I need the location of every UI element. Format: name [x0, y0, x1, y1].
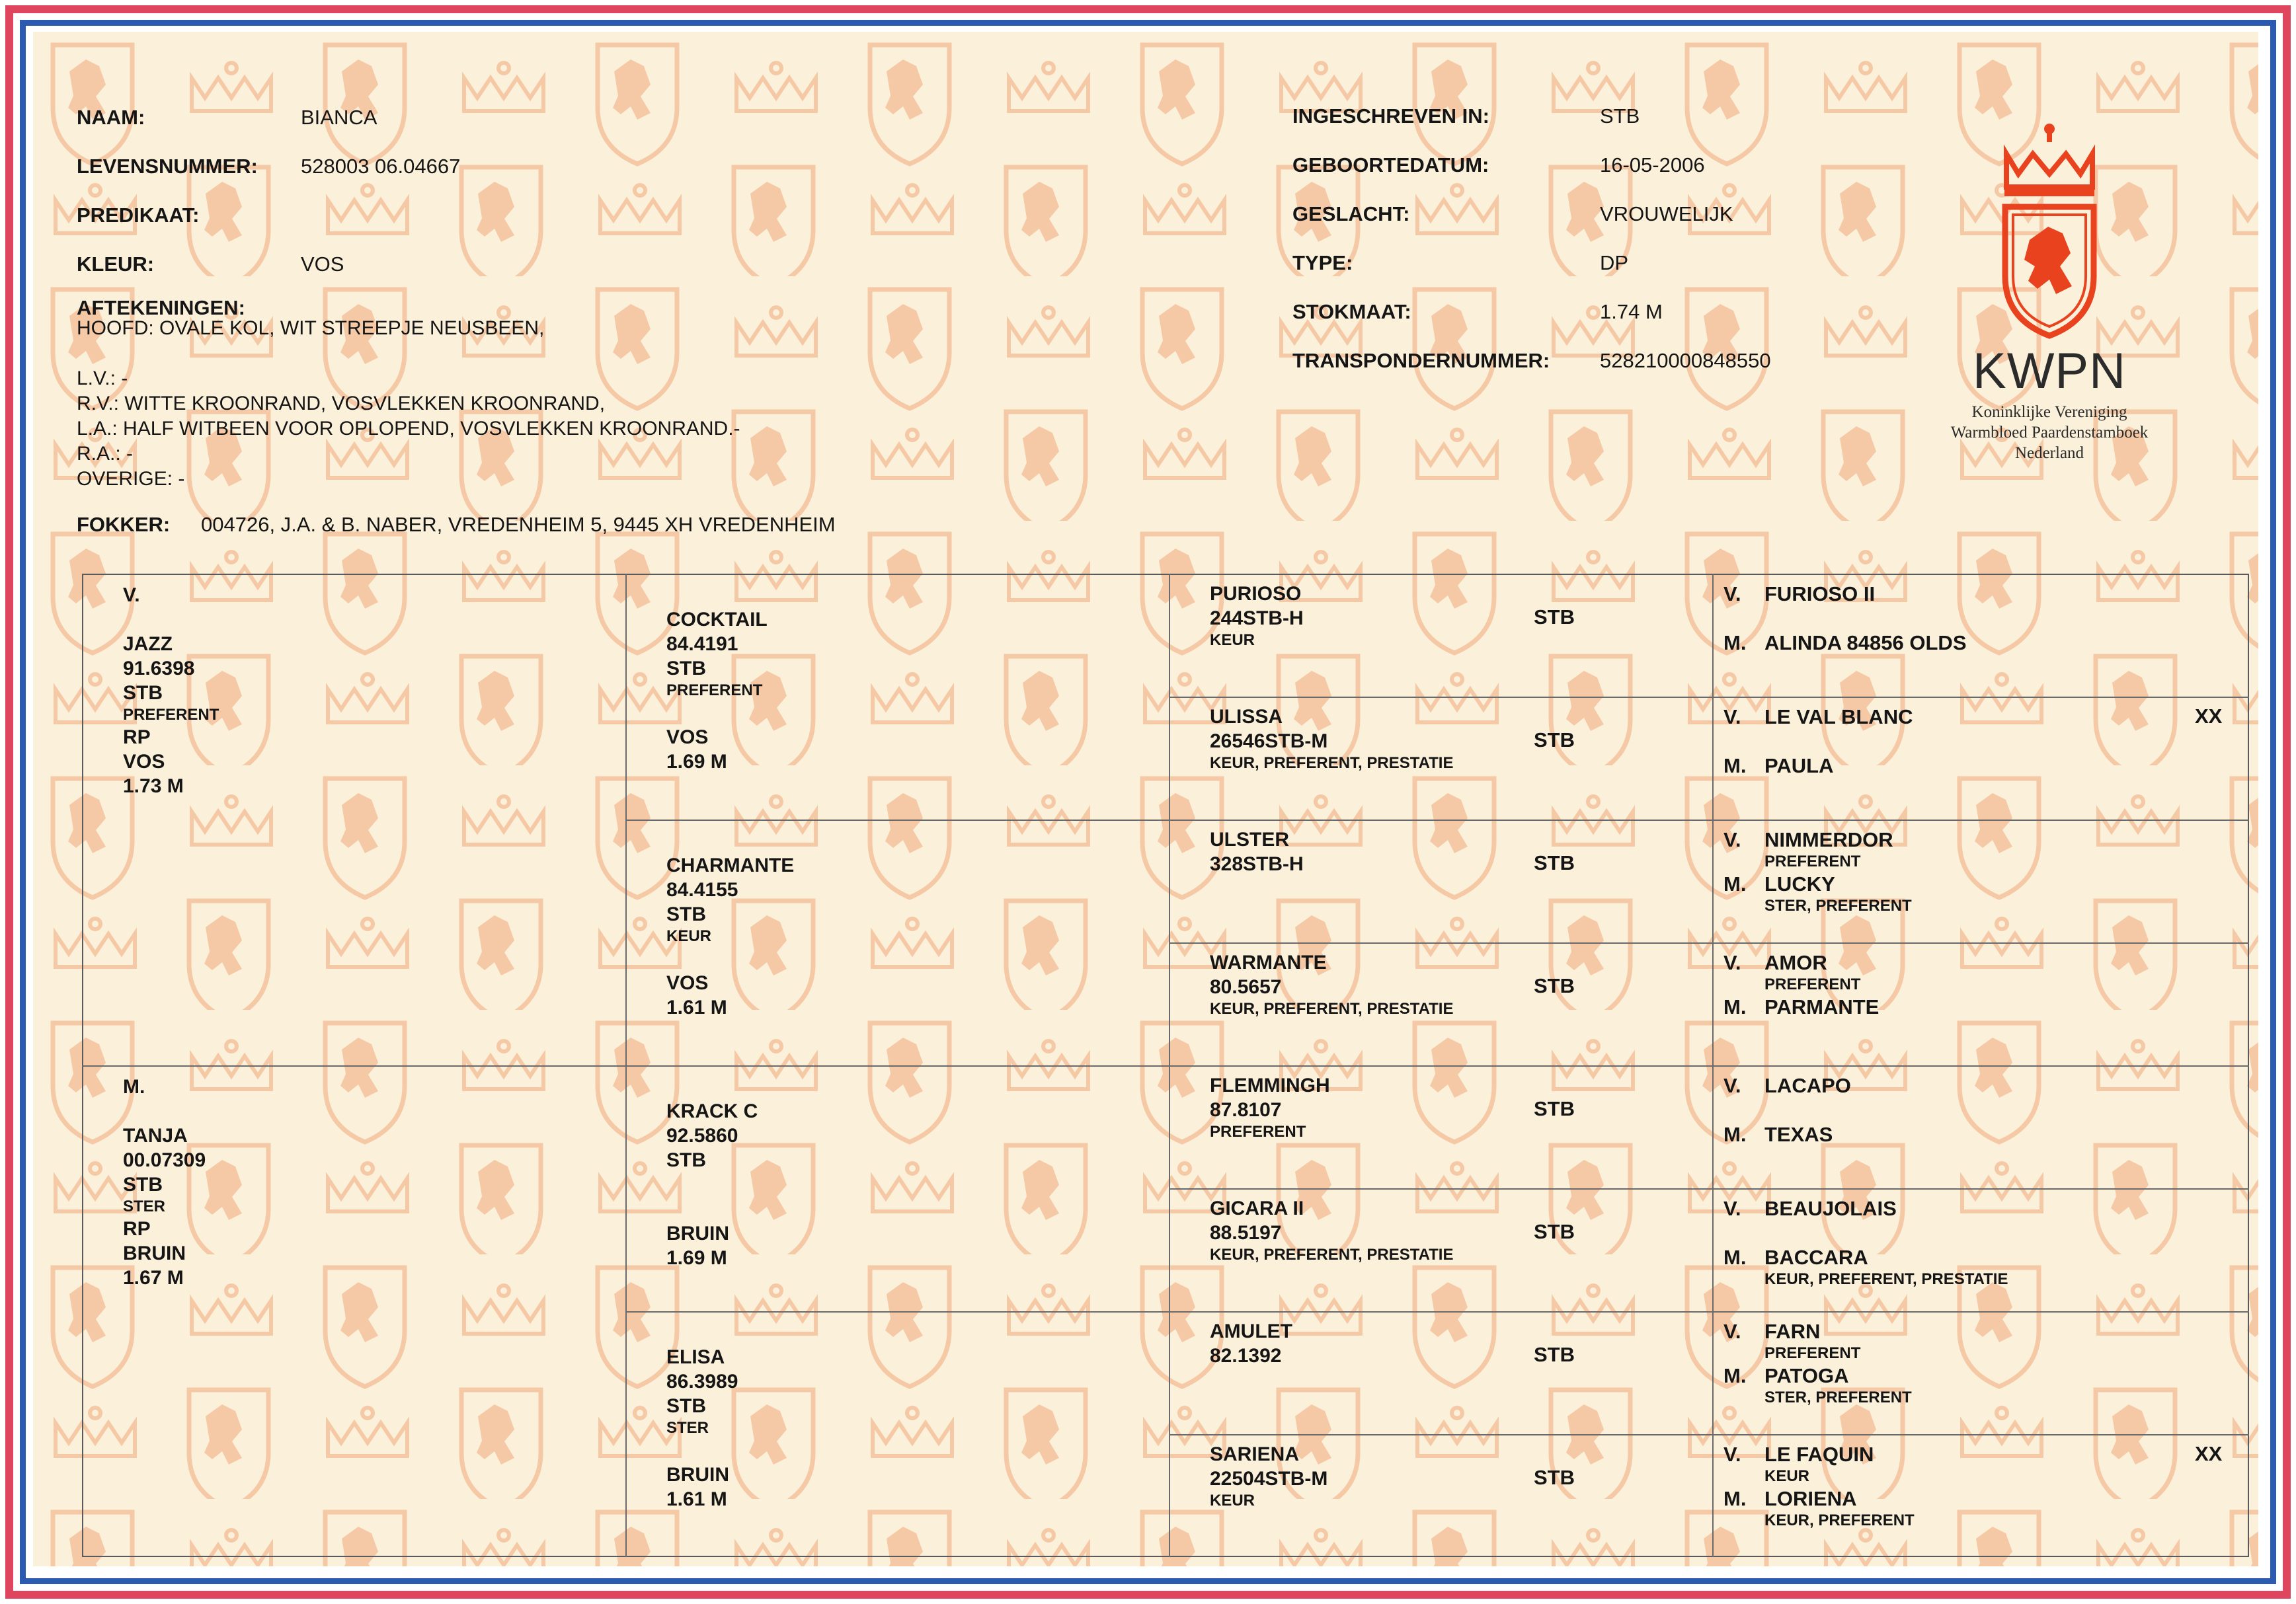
- kwpn-crest-icon: [1937, 114, 2162, 339]
- spacer: [666, 1320, 738, 1345]
- gen4-cell: [1723, 1196, 2008, 1289]
- horse-name: FURIOSO II: [1764, 582, 1876, 605]
- gen4-row: [1723, 827, 1912, 852]
- aftekening-line: OVERIGE: -: [77, 468, 185, 490]
- header-right-label: STOKMAAT:: [1292, 300, 1411, 323]
- horse-name: PURIOSO: [1210, 583, 1302, 605]
- horse-name: ULSTER: [1210, 829, 1289, 851]
- xx-mark: XX: [2195, 705, 2223, 728]
- horse-predicate: KEUR, PREFERENT: [1764, 1511, 1915, 1529]
- border-red-bottom: [5, 1591, 2291, 1599]
- parent-tag: V.: [123, 584, 140, 606]
- border-red-right: [2283, 5, 2291, 1599]
- pedigree-cell: [1210, 1442, 1327, 1511]
- gen4-cell: [1723, 1319, 1912, 1408]
- fokker-value: 004726, J.A. & B. NABER, VREDENHEIM 5, 9445 XH VREDENHEIM: [201, 513, 836, 536]
- header-right-label: INGESCHREVEN IN:: [1292, 104, 1489, 128]
- parent-tag: M.: [1723, 872, 1747, 896]
- gen4-row: [1723, 753, 1913, 778]
- parent-tag: M.: [1723, 754, 1747, 777]
- gen4-cell: [1723, 950, 1879, 1019]
- horse-extra: VOS: [666, 972, 709, 994]
- border-blue-top: [20, 20, 2276, 26]
- parent-tag: V.: [1723, 1443, 1741, 1466]
- gen4-row: [1723, 705, 1913, 729]
- horse-name: ELISA: [666, 1346, 725, 1368]
- kwpn-wordmark: KWPN: [1973, 343, 2126, 399]
- gen4-row: [1723, 1442, 1915, 1467]
- horse-predicate: PREFERENT: [1764, 853, 1861, 870]
- spacer: [666, 946, 794, 971]
- horse-extra: VOS: [666, 726, 709, 748]
- gen4-cell: [1723, 582, 1967, 655]
- horse-predicate: STER: [123, 1198, 166, 1215]
- aftekening-line: R.A.: -: [77, 443, 134, 465]
- horse-name: TANJA: [123, 1125, 188, 1147]
- horse-extra: 1.69 M: [666, 1247, 727, 1269]
- pedigree-cell: [666, 1320, 738, 1511]
- horse-extra: 1.69 M: [666, 751, 727, 773]
- xx-mark: XX: [2195, 1442, 2223, 1465]
- spacer: [666, 1075, 758, 1099]
- grid-line: [1169, 942, 2249, 944]
- horse-predicate: KEUR, PREFERENT, PRESTATIE: [1210, 1246, 1454, 1264]
- spacer: [666, 1197, 758, 1221]
- horse-name: JAZZ: [123, 633, 173, 655]
- header-left-value: VOS: [301, 252, 344, 276]
- horse-name: BEAUJOLAIS: [1764, 1197, 1897, 1220]
- parent-tag: V.: [1723, 1074, 1741, 1097]
- horse-extra: BRUIN: [666, 1464, 729, 1486]
- header-right-value: 528210000848550: [1600, 349, 1771, 372]
- horse-name: SARIENA: [1210, 1443, 1300, 1465]
- grid-line: [82, 1065, 2249, 1067]
- gen4-cell: [1723, 1442, 1915, 1531]
- horse-extra: BRUIN: [666, 1223, 729, 1244]
- parent-tag: M.: [1723, 995, 1747, 1018]
- horse-predicate: PREFERENT: [1210, 1123, 1306, 1141]
- spacer: [1723, 729, 1913, 753]
- gen4-row: [1723, 582, 1967, 606]
- pedigree-cell: [666, 829, 794, 1020]
- horse-name: LE VAL BLANC: [1764, 705, 1913, 728]
- pedigree-cell: [666, 583, 768, 774]
- border-blue-right: [2270, 20, 2276, 1584]
- horse-name: LUCKY: [1764, 872, 1835, 896]
- horse-name: ULISSA: [1210, 706, 1283, 728]
- horse-name: KRACK C: [666, 1100, 758, 1122]
- parent-tag: V.: [1723, 1320, 1741, 1343]
- horse-book: STB: [666, 658, 706, 679]
- header-right-value: STB: [1600, 104, 1640, 128]
- horse-name: PARMANTE: [1764, 995, 1880, 1018]
- gen4-row: [1723, 1122, 1851, 1147]
- gen4-cell: [1723, 705, 1913, 778]
- horse-name: NIMMERDOR: [1764, 828, 1893, 851]
- horse-extra: VOS: [123, 751, 165, 773]
- horse-name: TEXAS: [1764, 1123, 1833, 1146]
- horse-number: 91.6398: [123, 658, 195, 679]
- spacer: [1723, 606, 1967, 630]
- horse-extra: 1.73 M: [123, 775, 184, 797]
- header-left-label: PREDIKAAT:: [77, 204, 200, 227]
- certificate-paper: [33, 32, 2258, 1566]
- horse-predicate: KEUR: [1764, 1467, 1810, 1485]
- horse-number: 80.5657: [1210, 976, 1282, 998]
- header-right-value: DP: [1600, 251, 1629, 274]
- pedigree-cell: [1210, 582, 1304, 650]
- kwpn-org-line: Nederland: [2014, 444, 2084, 462]
- grid-line: [625, 820, 2249, 821]
- horse-predicate: STER, PREFERENT: [1764, 897, 1912, 915]
- spacer: [1723, 1221, 2008, 1245]
- spacer: [666, 701, 768, 725]
- horse-number: 88.5197: [1210, 1222, 1282, 1244]
- gen4-row: [1723, 1319, 1912, 1344]
- horse-extra: 1.61 M: [666, 1488, 727, 1510]
- gen4-row: [1723, 1486, 1915, 1511]
- pedigree-cell: [1210, 1319, 1292, 1368]
- header-right-value: 1.74 M: [1600, 300, 1663, 323]
- parent-tag: M.: [1723, 1364, 1747, 1387]
- horse-name: AMOR: [1764, 951, 1827, 974]
- horse-number: 82.1392: [1210, 1345, 1282, 1367]
- horse-book: STB: [1534, 1466, 1575, 1489]
- parent-tag: M.: [123, 1076, 145, 1098]
- horse-book: STB: [123, 682, 163, 704]
- horse-book: STB: [123, 1174, 163, 1196]
- horse-number: 22504STB-M: [1210, 1468, 1328, 1490]
- pedigree-cell: [1210, 1073, 1330, 1142]
- horse-number: 84.4191: [666, 633, 738, 655]
- kwpn-org-line: Warmbloed Paardenstamboek: [1950, 424, 2149, 441]
- parent-tag: M.: [1723, 1123, 1747, 1146]
- horse-name: AMULET: [1210, 1320, 1292, 1342]
- gen4-row: [1723, 950, 1879, 975]
- pedigree-cell: [123, 583, 219, 798]
- horse-name: GICARA II: [1210, 1198, 1304, 1219]
- horse-name: CHARMANTE: [666, 855, 795, 876]
- horse-name: LORIENA: [1764, 1487, 1857, 1510]
- grid-line: [1169, 1434, 2249, 1435]
- horse-extra: 1.67 M: [123, 1267, 184, 1289]
- parent-tag: M.: [1723, 1246, 1747, 1269]
- horse-book: STB: [1534, 851, 1575, 874]
- horse-book: STB: [1534, 1220, 1575, 1243]
- border-red-left: [5, 5, 13, 1599]
- parent-tag: V.: [1723, 828, 1741, 851]
- horse-name: PATOGA: [1764, 1364, 1849, 1387]
- horse-book: STB: [666, 903, 706, 925]
- horse-number: 328STB-H: [1210, 853, 1304, 875]
- horse-name: ALINDA 84856 OLDS: [1764, 631, 1967, 654]
- horse-name: LACAPO: [1764, 1074, 1851, 1097]
- horse-number: 00.07309: [123, 1149, 206, 1171]
- horse-name: FARN: [1764, 1320, 1821, 1343]
- gen4-row: [1723, 630, 1967, 655]
- horse-predicate: PREFERENT: [666, 681, 763, 699]
- grid-line: [1169, 697, 2249, 698]
- pedigree-cell: [123, 1075, 206, 1290]
- spacer: [123, 1099, 206, 1124]
- pedigree-cell: [1210, 1196, 1453, 1265]
- parent-tag: M.: [1723, 631, 1747, 654]
- pedigree-cell: [666, 1075, 758, 1270]
- horse-number: 84.4155: [666, 879, 738, 901]
- horse-predicate: KEUR, PREFERENT, PRESTATIE: [1210, 1000, 1454, 1018]
- grid-line: [1169, 1188, 2249, 1190]
- aftekeningen-label: AFTEKENINGEN:: [77, 296, 245, 319]
- spacer: [666, 583, 768, 607]
- horse-name: BACCARA: [1764, 1246, 1868, 1269]
- border-red-top: [5, 5, 2291, 13]
- kwpn-org-name: [1917, 402, 2182, 463]
- fokker-label: FOKKER:: [77, 513, 171, 536]
- horse-predicate: KEUR: [1210, 631, 1255, 649]
- header-left-value: BIANCA: [301, 106, 377, 129]
- aftekening-line: R.V.: WITTE KROONRAND, VOSVLEKKEN KROONRAND,: [77, 393, 606, 414]
- grid-line: [625, 1311, 2249, 1313]
- gen4-row: [1723, 995, 1879, 1019]
- horse-name: PAULA: [1764, 754, 1834, 777]
- horse-name: COCKTAIL: [666, 609, 768, 630]
- pedigree-cell: [1210, 827, 1304, 876]
- horse-predicate: STER, PREFERENT: [1764, 1389, 1912, 1406]
- header-right-label: TRANSPONDERNUMMER:: [1292, 349, 1550, 372]
- horse-number: 244STB-H: [1210, 607, 1304, 629]
- spacer: [666, 1438, 738, 1463]
- gen4-cell: [1723, 827, 1912, 916]
- horse-book: STB: [666, 1149, 706, 1171]
- horse-extra: RP: [123, 726, 151, 748]
- spacer: [666, 1172, 758, 1197]
- aftekeningen-text: [77, 316, 740, 492]
- header-right-label: GESLACHT:: [1292, 202, 1410, 225]
- gen4-row: [1723, 1196, 2008, 1221]
- spacer: [666, 829, 794, 853]
- horse-book: STB: [1534, 728, 1575, 751]
- horse-predicate: PREFERENT: [1764, 975, 1861, 993]
- border-blue-bottom: [20, 1578, 2276, 1584]
- horse-name: WARMANTE: [1210, 952, 1327, 974]
- horse-number: 92.5860: [666, 1125, 738, 1147]
- header-left-label: NAAM:: [77, 106, 145, 129]
- gen4-row: [1723, 1245, 2008, 1270]
- spacer: [1723, 1098, 1851, 1122]
- header-right-label: GEBOORTEDATUM:: [1292, 153, 1489, 176]
- gen4-row: [1723, 872, 1912, 896]
- header-left-label: KLEUR:: [77, 252, 155, 276]
- header-right-label: TYPE:: [1292, 251, 1353, 274]
- gen4-row: [1723, 1363, 1912, 1388]
- gen4-cell: [1723, 1073, 1851, 1147]
- horse-number: 87.8107: [1210, 1099, 1282, 1121]
- horse-predicate: KEUR, PREFERENT, PRESTATIE: [1210, 754, 1454, 772]
- parent-tag: V.: [1723, 1197, 1741, 1220]
- horse-number: 86.3989: [666, 1371, 738, 1393]
- horse-name: FLEMMINGH: [1210, 1075, 1330, 1096]
- border-blue-left: [20, 20, 26, 1584]
- horse-book: STB: [1534, 605, 1575, 629]
- horse-extra: 1.61 M: [666, 997, 727, 1018]
- header-right-value: 16-05-2006: [1600, 153, 1705, 176]
- horse-extra: BRUIN: [123, 1242, 186, 1264]
- header-right-value: VROUWELIJK: [1600, 202, 1733, 225]
- kwpn-org-line: Koninklijke Vereniging: [1971, 403, 2127, 421]
- header-left-value: 528003 06.04667: [301, 155, 461, 178]
- parent-tag: V.: [1723, 705, 1741, 728]
- horse-number: 26546STB-M: [1210, 730, 1328, 752]
- aftekening-line: HOOFD: OVALE KOL, WIT STREEPJE NEUSBEEN,: [77, 317, 545, 339]
- header-left-label: LEVENSNUMMER:: [77, 155, 258, 178]
- aftekening-line: L.V.: -: [77, 367, 128, 389]
- horse-predicate: KEUR: [1210, 1492, 1255, 1509]
- horse-predicate: STER: [666, 1419, 709, 1437]
- horse-predicate: KEUR, PREFERENT, PRESTATIE: [1764, 1270, 2008, 1288]
- horse-predicate: PREFERENT: [123, 706, 219, 724]
- horse-book: STB: [1534, 1343, 1575, 1366]
- horse-book: STB: [1534, 974, 1575, 997]
- horse-predicate: PREFERENT: [1764, 1344, 1861, 1362]
- parent-tag: M.: [1723, 1487, 1747, 1510]
- aftekening-line: L.A.: HALF WITBEEN VOOR OPLOPEND, VOSVLEKKEN KROONRAND.-: [77, 418, 740, 439]
- parent-tag: V.: [1723, 951, 1741, 974]
- pedigree-cell: [1210, 950, 1453, 1019]
- aftekening-line: [77, 341, 740, 366]
- gen4-row: [1723, 1073, 1851, 1098]
- parent-tag: V.: [1723, 582, 1741, 605]
- spacer: [123, 607, 219, 632]
- horse-book: STB: [1534, 1097, 1575, 1120]
- horse-extra: RP: [123, 1218, 151, 1240]
- horse-book: STB: [666, 1395, 706, 1417]
- pedigree-cell: [1210, 705, 1453, 773]
- horse-name: LE FAQUIN: [1764, 1443, 1874, 1466]
- horse-predicate: KEUR: [666, 927, 712, 945]
